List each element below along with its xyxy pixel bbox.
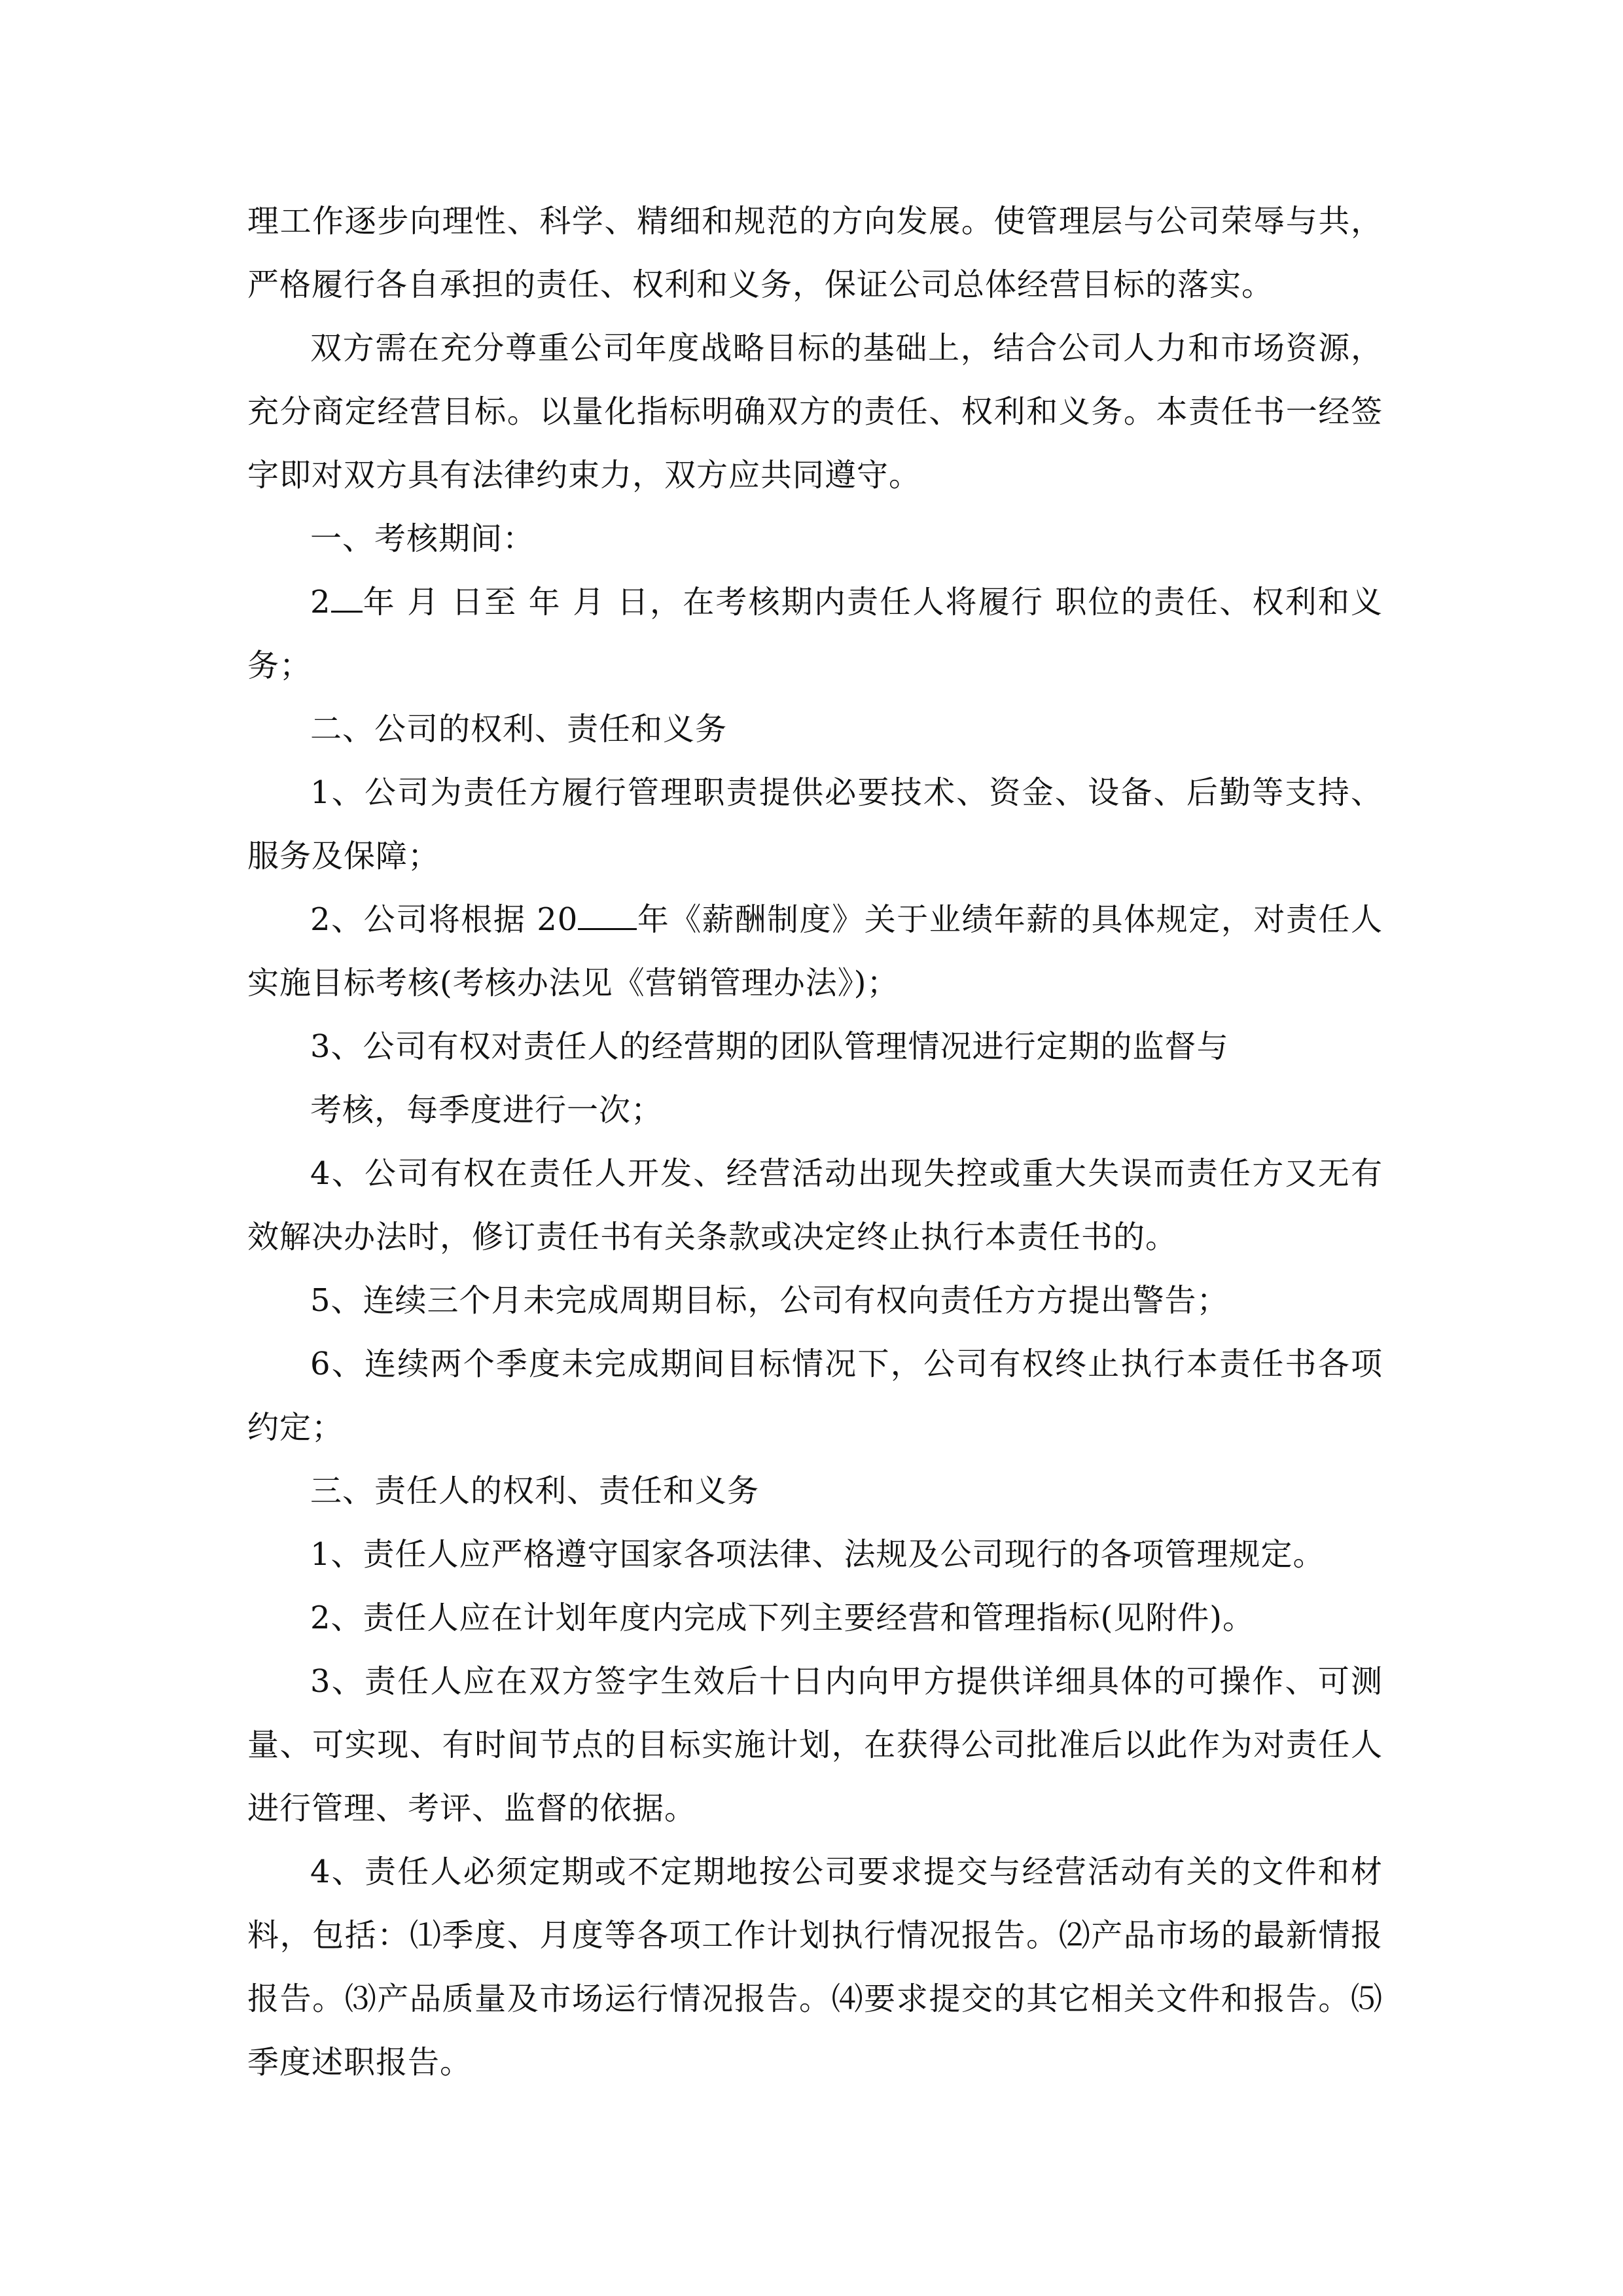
company-clause-5: 5、连续三个月未完成周期目标，公司有权向责任方方提出警告； xyxy=(310,1282,1229,1319)
company-clause-6: 6、连续两个季度未完成期间目标情况下，公司有权终止执行本责任书各项约定； xyxy=(247,1346,1383,1446)
paragraph-assessment-period-dates xyxy=(247,571,1383,698)
section-heading-responsible-party-rights: 三、责任人的权利、责任和义务 xyxy=(310,1473,760,1509)
company-clause-2-text: 年《薪酬制度》关于业绩年薪的具体规定，对责任人实施目标考核(考核办法见《营销管理办法》)； xyxy=(247,901,1383,1001)
section-heading-company-rights: 二、公司的权利、责任和义务 xyxy=(310,711,728,747)
assessment-year-prefix: 2 xyxy=(310,584,331,620)
company-clause-1: 1、公司为责任方履行管理职责提供必要技术、资金、设备、后勤等支持、服务及保障； xyxy=(247,774,1383,874)
company-clause-3: 3、公司有权对责任人的经营期的团队管理情况进行定期的监督与 xyxy=(310,1028,1229,1065)
responsible-clause-4: 4、责任人必须定期或不定期地按公司要求提交与经营活动有关的文件和材料，包括：⑴季度、月度等各项工作计划执行情况报告。⑵产品市场的最新情报报告。⑶产品质量及市场运行情况报告。⑷要求提交的其它相关文件和报告。⑸季度述职报告。 xyxy=(247,1854,1383,2081)
company-clause-2 xyxy=(247,888,1383,1015)
section-heading-assessment-period: 一、考核期间： xyxy=(310,520,535,557)
assessment-period-text: 年 月 日至 年 月 日，在考核期内责任人将履行 职位的责任、权利和义务； xyxy=(247,584,1383,684)
responsible-clause-1: 1、责任人应严格遵守国家各项法律、法规及公司现行的各项管理规定。 xyxy=(310,1536,1325,1573)
paragraph-mutual-agreement: 双方需在充分尊重公司年度战略目标的基础上，结合公司人力和市场资源，充分商定经营目标。以量化指标明确双方的责任、权利和义务。本责任书一经签字即对双方具有法律约束力，双方应共同遵守。 xyxy=(247,330,1383,493)
responsible-clause-2: 2、责任人应在计划年度内完成下列主要经营和管理指标(见附件)。 xyxy=(310,1600,1255,1636)
company-clause-2-prefix: 2、公司将根据 20 xyxy=(310,901,579,938)
paragraph-intro-continuation: 理工作逐步向理性、科学、精细和规范的方向发展。使管理层与公司荣辱与共，严格履行各自承担的责任、权利和义务，保证公司总体经营目标的落实。 xyxy=(247,203,1383,303)
responsible-clause-3: 3、责任人应在双方签字生效后十日内向甲方提供详细具体的可操作、可测量、可实现、有时间节点的目标实施计划，在获得公司批准后以此作为对责任人进行管理、考评、监督的依据。 xyxy=(247,1663,1383,1827)
document-body xyxy=(247,190,1383,2094)
company-clause-4: 4、公司有权在责任人开发、经营活动出现失控或重大失误而责任方又无有效解决办法时，修订责任书有关条款或决定终止执行本责任书的。 xyxy=(247,1155,1383,1255)
year-blank-line xyxy=(331,588,363,613)
company-clause-3-continuation: 考核，每季度进行一次； xyxy=(310,1092,664,1128)
year-blank-line xyxy=(578,906,637,930)
